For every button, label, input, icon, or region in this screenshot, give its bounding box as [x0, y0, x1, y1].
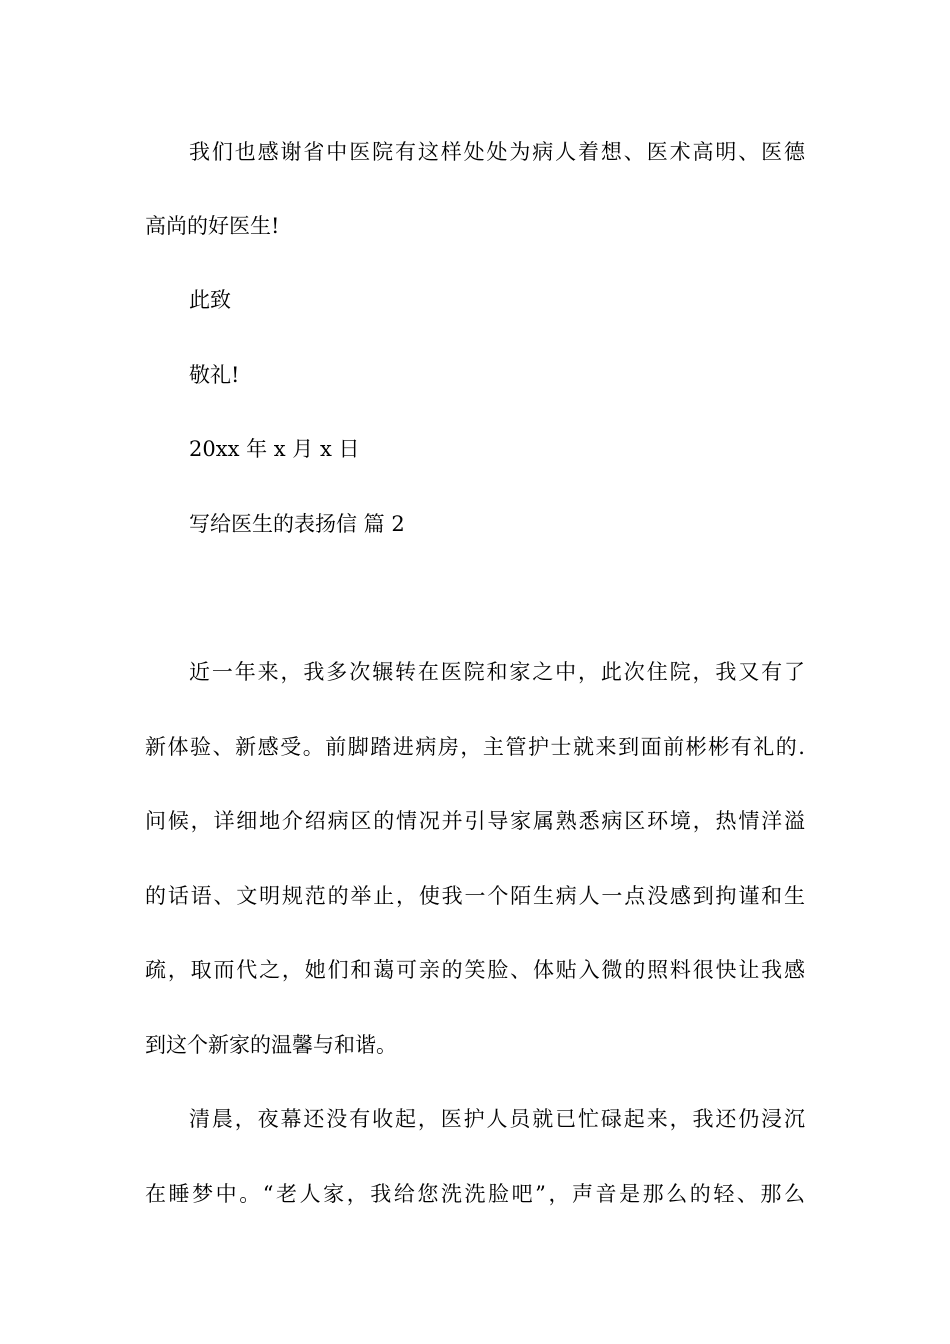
- paragraph-line: 我们也感谢省中医院有这样处处为病人着想、医术高明、医德: [189, 140, 805, 164]
- paragraph-line: 疏，取而代之，她们和蔼可亲的笑脸、体贴入微的照料很快让我感: [145, 958, 805, 982]
- paragraph-line: 清晨，夜幕还没有收起，医护人员就已忙碌起来，我还仍浸沉: [189, 1107, 805, 1131]
- paragraph-line: 新体验、新感受。前脚踏进病房，主管护士就来到面前彬彬有礼的.: [145, 735, 805, 759]
- section-heading: 写给医生的表扬信 篇 2: [189, 512, 405, 536]
- paragraph-line: 问候，详细地介绍病区的情况并引导家属熟悉病区环境，热情洋溢: [145, 809, 805, 833]
- date-line: 20xx 年 x 月 x 日: [189, 437, 360, 461]
- paragraph-line: 的话语、文明规范的举止，使我一个陌生病人一点没感到拘谨和生: [145, 884, 805, 908]
- closing-line: 此致: [189, 288, 231, 312]
- paragraph-line: 近一年来，我多次辗转在医院和家之中，此次住院，我又有了: [189, 660, 805, 684]
- paragraph-line: 到这个新家的温馨与和谐。: [145, 1033, 397, 1057]
- salutation-line: 敬礼!: [189, 363, 240, 387]
- paragraph-line: 在睡梦中。“老人家，我给您洗洗脸吧”，声音是那么的轻、那么: [145, 1182, 805, 1206]
- paragraph-line: 高尚的好医生!: [145, 214, 280, 238]
